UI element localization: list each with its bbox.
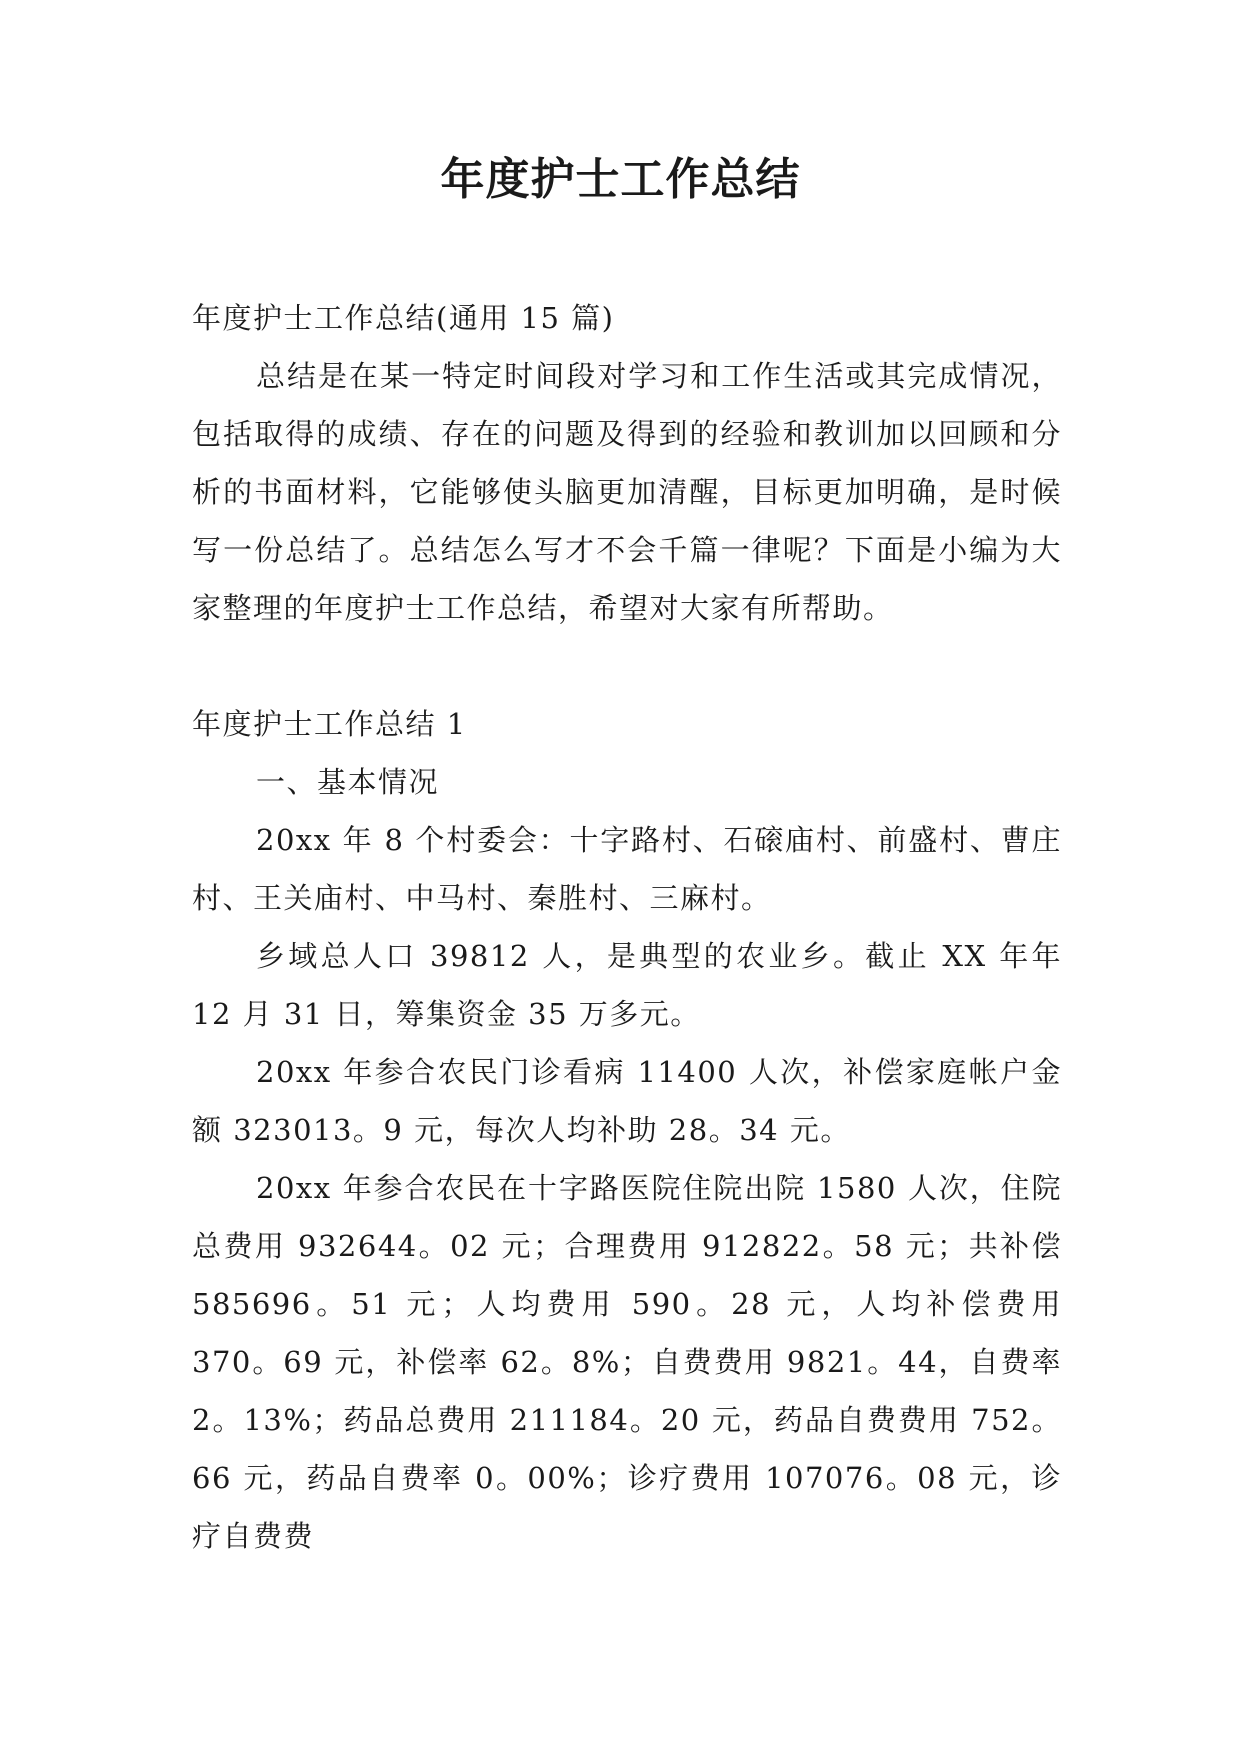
section-heading: 年度护士工作总结 1 xyxy=(192,707,467,741)
document-body xyxy=(192,289,1062,1565)
paragraph-villages: 20xx 年 8 个村委会：十字路村、石磙庙村、前盛村、曹庄村、王关庙村、中马村、秦胜村、三麻村。 xyxy=(192,823,1062,915)
document-title: 年度护士工作总结 xyxy=(440,154,801,205)
intro-paragraph: 总结是在某一特定时间段对学习和工作生活或其完成情况，包括取得的成绩、存在的问题及得到的经验和教训加以回顾和分析的书面材料，它能够使头脑更加清醒，目标更加明确，是时候写一份总结了。总结怎么写才不会千篇一律呢？下面是小编为大家整理的年度护士工作总结，希望对大家有所帮助。 xyxy=(192,359,1062,625)
paragraph-population: 乡域总人口 39812 人，是典型的农业乡。截止 XX 年年 12 月 31 日，筹集资金 35 万多元。 xyxy=(192,939,1062,1031)
document-subtitle: 年度护士工作总结(通用 15 篇) xyxy=(192,301,615,335)
paragraph-inpatient: 20xx 年参合农民在十字路医院住院出院 1580 人次，住院总费用 932644。02 元；合理费用 912822。58 元；共补偿 585696。51 元；人均费用 590。28 元，人均补偿费用 370。69 元，补偿率 62。8%；自费费用 9821。44，自费率 2。13%；药品总费用 211184。20 元，药品自费费用 752。66 元，药品自费率 0。00%；诊疗费用 107076。08 元，诊疗自费费 xyxy=(192,1171,1062,1553)
paragraph-outpatient: 20xx 年参合农民门诊看病 11400 人次，补偿家庭帐户金额 323013。9 元，每次人均补助 28。34 元。 xyxy=(192,1055,1062,1147)
section-spacer xyxy=(192,637,1062,695)
section-subheading: 一、基本情况 xyxy=(256,765,440,799)
